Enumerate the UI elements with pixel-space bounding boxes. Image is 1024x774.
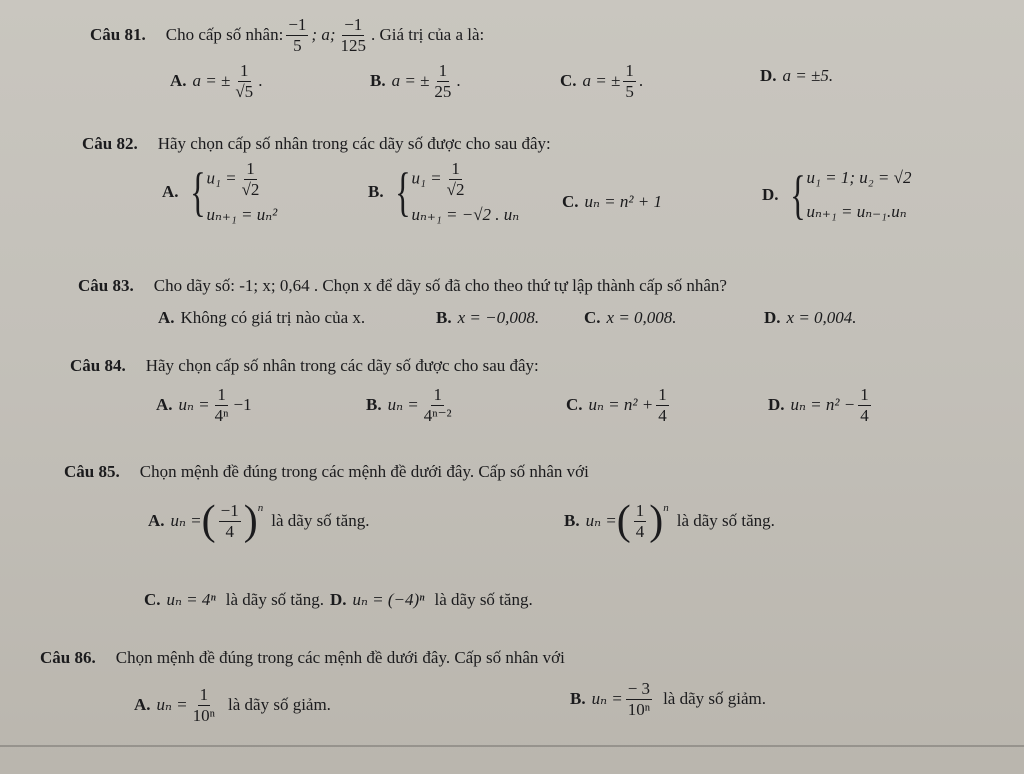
question-84-stem: Câu 84. Hãy chọn cấp số nhân trong các dãy số được cho sau đây: (70, 356, 539, 375)
question-label: Câu 82. (82, 134, 138, 153)
question-83-stem: Câu 83. Cho dãy số: -1; x; 0,64 . Chọn x để dãy số đã cho theo thứ tự lập thành cấp số nhân? (78, 276, 727, 295)
q86-option-a: A. uₙ = $\frac{1}{\text{10ⁿ}}$ là dãy số giảm. (134, 685, 331, 725)
fraction: $\frac{-1}{125}$ (340, 15, 366, 55)
q85-option-b: B. uₙ = ( $\frac{1}{4}$ ) $^n$ là dãy số tăng. (564, 498, 775, 544)
question-label: Câu 83. (78, 276, 134, 295)
question-85-stem: Câu 85. Chọn mệnh đề đúng trong các mệnh đề dưới đây. Cấp số nhân với (64, 462, 589, 481)
q81-option-c: C. a = ± $\frac{1}{5}$ . (560, 61, 644, 101)
question-label: Câu 85. (64, 462, 120, 481)
q83-option-b: B. x = −0,008. (436, 308, 540, 327)
q83-option-a: A. Không có giá trị nào của x. (158, 308, 366, 327)
q81-option-b: B. a = ± $\frac{1}{25}$ . (370, 61, 461, 101)
q83-option-d: D. x = 0,004. (764, 308, 857, 327)
question-label: Câu 86. (40, 648, 96, 667)
q85-option-cd: C. uₙ = 4ⁿ là dãy số tăng. D. uₙ = (−4)ⁿ là dãy số tăng. (144, 590, 533, 609)
fraction: $\frac{-1}{5}$ (288, 15, 307, 55)
q84-option-c: C. uₙ = n² + $\frac{1}{4}$ (566, 385, 667, 425)
q82-option-d: D. { u₁ = 1; u₂ = √2 uₙ₊₁ = uₙ₋₁.uₙ (762, 165, 912, 225)
question-86-stem: Câu 86. Chọn mệnh đề đúng trong các mệnh đề dưới đây. Cấp số nhân với (40, 648, 565, 667)
q82-option-b: B. { u₁ = $\frac{1}{√2}$ uₙ₊₁ = −√2 . uₙ (368, 159, 520, 224)
q84-option-d: D. uₙ = n² − $\frac{1}{4}$ (768, 385, 869, 425)
q82-option-a: A. { u₁ = $\frac{1}{√2}$ uₙ₊₁ = uₙ² (162, 159, 278, 224)
q82-option-c: C. uₙ = n² + 1 (562, 192, 662, 211)
page-edge (0, 745, 1024, 747)
q81-option-a: A. a = ± $\frac{1}{√5}$ . (170, 61, 263, 101)
q81-option-d: D. a = ±5. (760, 66, 834, 85)
question-81-stem: Câu 81. Cho cấp số nhân: $\frac{-1}{5}$ ; a; $\frac{-1}{125}$ . Giá trị của a là: (90, 15, 485, 55)
q84-option-a: A. uₙ = $\frac{1}{\text{4ⁿ}}$ −1 (156, 385, 252, 425)
q85-option-a: A. uₙ = ( $\frac{-1}{4}$ ) $^n$ là dãy số tăng. (148, 498, 370, 544)
question-label: Câu 84. (70, 356, 126, 375)
q86-option-b: B. uₙ = $\frac{- 3}{\text{10ⁿ}}$ là dãy số giảm. (570, 679, 766, 719)
q84-option-b: B. uₙ = $\frac{1}{\text{4ⁿ⁻²}}$ (366, 385, 452, 425)
question-82-stem: Câu 82. Hãy chọn cấp số nhân trong các dãy số được cho sau đây: (82, 134, 551, 153)
q83-option-c: C. x = 0,008. (584, 308, 677, 327)
question-label: Câu 81. (90, 25, 146, 45)
